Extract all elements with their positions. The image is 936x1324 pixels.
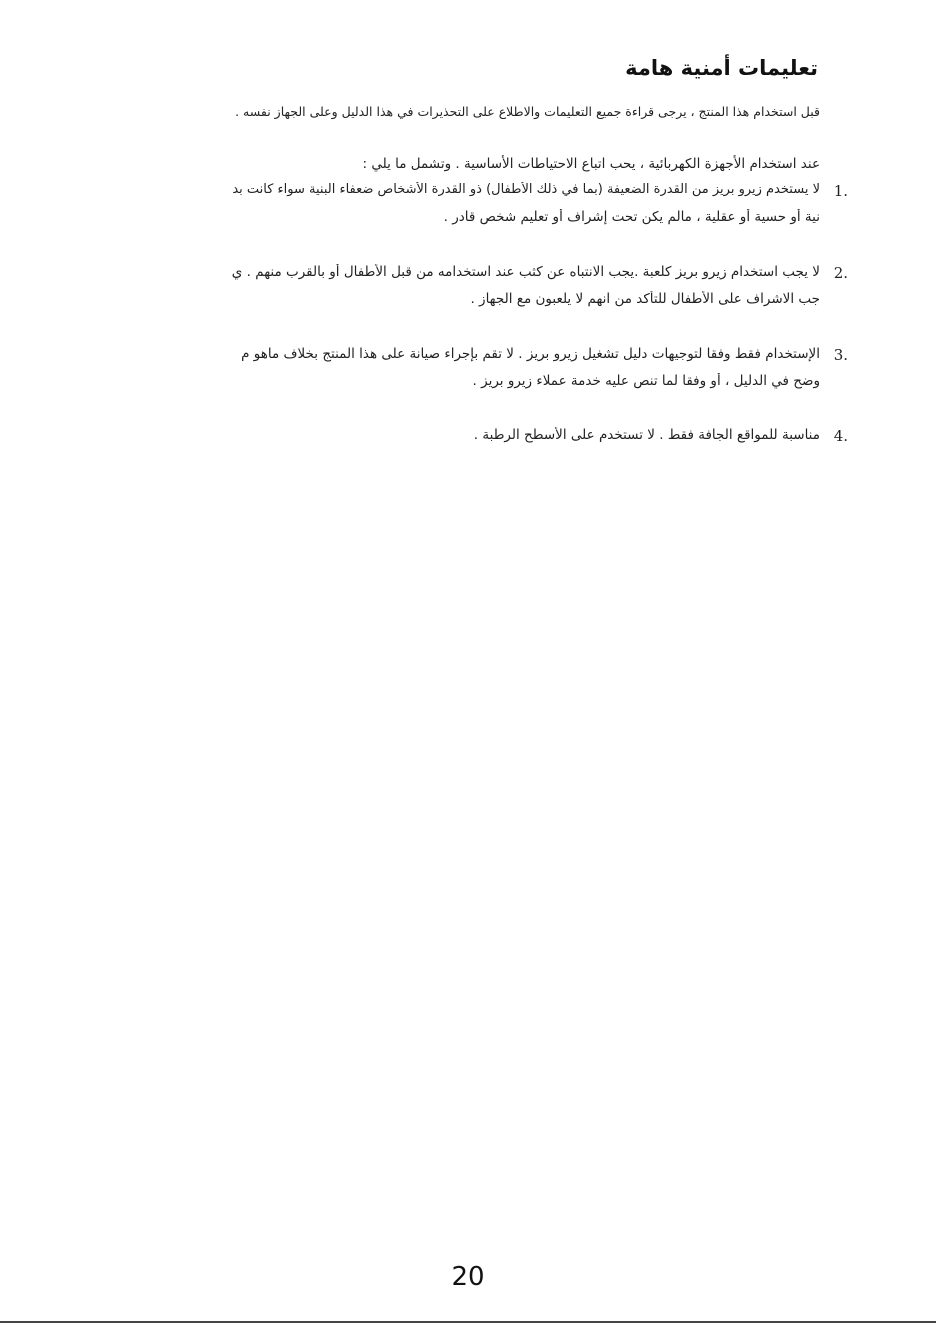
list-item-line: لا يجب استخدام زيرو بريز كلعبة .يجب الانتباه عن كثب عند استخدامه من قبل الأطفال أو بالقرب منهم . ي [231,264,820,280]
list-item [0,182,936,242]
list-item-number: 4. [833,427,848,445]
list-item [0,427,936,487]
list-item-number: 2. [833,264,848,282]
list-item-line: نية أو حسية أو عقلية ، مالم يكن تحت إشراف أو تعليم شخص قادر . [443,209,820,225]
page-number: 20 [451,1262,485,1292]
page-title: تعليمات أمنية هامة [625,56,818,80]
list-item-line: الإستخدام فقط وفقا لتوجيهات دليل تشغيل زيرو بريز . لا تقم بإجراء صيانة على هذا المنتج بخلاف ماهو م [241,346,820,362]
list-item [0,264,936,324]
lead-paragraph: عند استخدام الأجهزة الكهربائية ، يحب اتباع الاحتياطات الأساسية . وتشمل ما يلي : [362,156,820,172]
intro-paragraph: قبل استخدام هذا المنتج ، يرجى قراءة جميع التعليمات والاطلاع على التحذيرات في هذا الدليل وعلى الجهاز نفسه . [235,104,820,119]
bottom-divider [0,1321,936,1323]
list-item [0,346,936,406]
list-item-line: جب الاشراف على الأطفال للتأكد من انهم لا يلعبون مع الجهاز . [470,291,820,307]
list-item-number: 1. [833,182,848,200]
list-item-line: وضح في الدليل ، أو وفقا لما تنص عليه خدمة عملاء زيرو بريز . [472,373,820,389]
list-item-line: لا يستخدم زيرو بريز من القدرة الضعيفة (بما في ذلك الأطفال) ذو القدرة الأشخاص ضعفاء البنية سواء كانت بد [232,182,820,197]
list-item-number: 3. [833,346,848,364]
list-item-line: مناسبة للمواقع الجافة فقط . لا تستخدم على الأسطح الرطبة . [473,427,820,443]
